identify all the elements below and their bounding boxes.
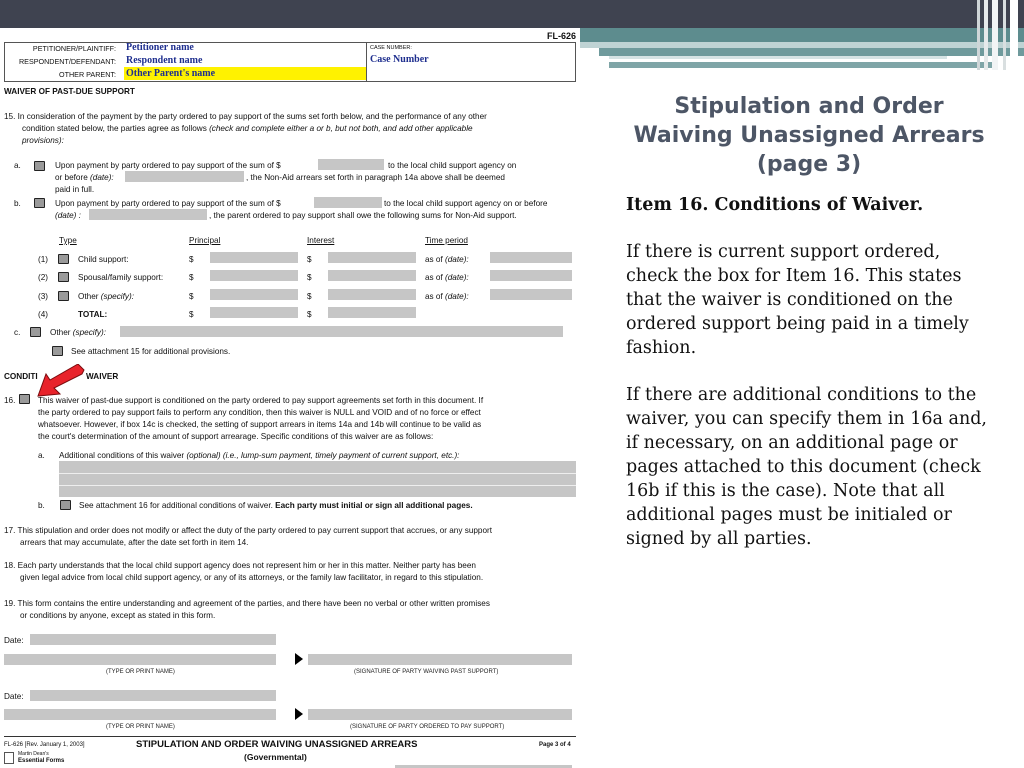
total-label: TOTAL: <box>78 310 108 319</box>
date-field-2[interactable] <box>30 690 276 701</box>
signature-field-1[interactable] <box>308 654 572 665</box>
row1-dollar1: $ <box>189 255 194 264</box>
field-15b-date[interactable] <box>89 209 207 220</box>
type-name-caption-1: (TYPE OR PRINT NAME) <box>106 669 175 675</box>
row3-principal[interactable] <box>210 289 298 300</box>
total-principal[interactable] <box>210 307 298 318</box>
col-interest: Interest <box>307 236 335 245</box>
item15a-line3: paid in full. <box>55 185 95 194</box>
item15-line1: 15. In consideration of the payment by the party ordered to pay support of the sums set forth below, and the performance of any other <box>4 112 487 121</box>
form-number: FL-626 <box>546 31 576 41</box>
other-parent-label: OTHER PARENT: <box>59 70 116 79</box>
slide-body <box>626 193 991 574</box>
item16a-marker: a. <box>38 451 45 460</box>
item15c-other: Other (specify): <box>50 328 106 337</box>
footer-page: Page 3 of 4 <box>539 742 571 748</box>
date-label-2: Date: <box>4 692 24 701</box>
item17-line1: 17. This stipulation and order does not modify or affect the duty of the party ordered to pay current support that accrues, or any support <box>4 526 493 535</box>
slide-title-line3: (page 3) <box>756 152 862 177</box>
row2-interest[interactable] <box>328 270 416 281</box>
item15c-marker: c. <box>14 328 21 337</box>
col-time-period: Time period <box>425 236 468 245</box>
checkbox-15a[interactable] <box>34 161 45 171</box>
item16b-marker: b. <box>38 501 45 510</box>
row3-num: (3) <box>38 292 49 301</box>
field-15c-other[interactable] <box>120 326 563 337</box>
field-15a-sum[interactable] <box>318 159 384 170</box>
row1-date[interactable] <box>490 252 572 263</box>
item15a-line1a: Upon payment by party ordered to pay support of the sum of $ <box>55 161 281 170</box>
form-page-image <box>0 28 580 768</box>
checkbox-16[interactable] <box>19 394 30 404</box>
name-field-1[interactable] <box>4 654 276 665</box>
field-16a-conditions[interactable] <box>59 461 576 497</box>
col-type: Type <box>59 236 77 245</box>
paragraph-1: If there is current support ordered, check the box for Item 16. This states that the waiver is conditioned on the ordered support being paid in a timely fashion. <box>626 242 969 358</box>
item-heading: Item 16. Conditions of Waiver. <box>626 195 924 215</box>
item18-line2: given legal advice from local child support agency, or any of its attorneys, or the family law facilitator, in regard to this stipulation. <box>20 573 484 582</box>
row3-dollar1: $ <box>189 292 194 301</box>
respondent-label: RESPONDENT/DEFENDANT: <box>18 57 116 66</box>
row2-num: (2) <box>38 273 49 282</box>
triangle-right-icon <box>294 707 304 721</box>
item15a-line1b: to the local child support agency on <box>388 161 517 170</box>
row3-asof: as of (date): <box>425 292 469 301</box>
total-num: (4) <box>38 310 49 319</box>
red-arrow-icon <box>34 364 86 400</box>
type-name-caption-2: (TYPE OR PRINT NAME) <box>106 724 175 730</box>
item18-line1: 18. Each party understands that the local child support agency does not represent him or her in this matter. Neither party has been <box>4 561 476 570</box>
item16-line4: the court's determination of the amount of support arrearage. Specific conditions of this waiver are as follows: <box>38 432 434 441</box>
item16b-text: See attachment 16 for additional conditions of waiver. Each party must initial or sign all additional pages. <box>79 501 473 510</box>
signature-caption-2: (SIGNATURE OF PARTY ORDERED TO PAY SUPPORT) <box>350 724 505 730</box>
item16a-text: Additional conditions of this waiver (optional) (i.e., lump-sum payment, timely payment of current support, etc.): <box>59 451 460 460</box>
row2-asof: as of (date): <box>425 273 469 282</box>
row2-label: Spousal/family support: <box>78 273 164 282</box>
case-number-label: CASE NUMBER: <box>370 45 412 51</box>
item16-line2: the party ordered to pay support fails to perform any condition, then this waiver is NULL and VOID and of no force or effect <box>38 408 481 417</box>
row1-dollar2: $ <box>307 255 312 264</box>
row1-principal[interactable] <box>210 252 298 263</box>
item15b-line1b: to the local child support agency on or before <box>384 199 548 208</box>
col-principal: Principal <box>189 236 221 245</box>
row3-label: Other (specify): <box>78 292 134 301</box>
item15b-line1a: Upon payment by party ordered to pay support of the sum of $ <box>55 199 281 208</box>
row2-date[interactable] <box>490 270 572 281</box>
name-field-2[interactable] <box>4 709 276 720</box>
footer-logo-line1: Martin Dean's <box>18 751 49 757</box>
date-field-1[interactable] <box>30 634 276 645</box>
checkbox-15b[interactable] <box>34 198 45 208</box>
row3-date[interactable] <box>490 289 572 300</box>
checkbox-row2[interactable] <box>58 272 69 282</box>
slide-title-line1: Stipulation and Order <box>674 94 944 119</box>
item16-line3: whatsoever. However, if box 14c is checked, the setting of support arrears in items 14a and 14b will continue to be valid as <box>38 420 482 429</box>
case-number-value: Case Number <box>370 54 429 65</box>
petitioner-value: Petitioner name <box>126 42 194 53</box>
row1-num: (1) <box>38 255 49 264</box>
row1-label: Child support: <box>78 255 129 264</box>
field-15b-sum[interactable] <box>314 197 382 208</box>
total-dollar1: $ <box>189 310 194 319</box>
checkbox-16b[interactable] <box>60 500 71 510</box>
conditions-title-b: WAIVER <box>86 372 119 381</box>
item16-num: 16. <box>4 396 16 405</box>
checkbox-row3[interactable] <box>58 291 69 301</box>
respondent-value: Respondent name <box>126 55 203 66</box>
field-16a-rule1 <box>59 473 576 474</box>
row2-dollar2: $ <box>307 273 312 282</box>
item15a-marker: a. <box>14 161 21 170</box>
signature-caption-1: (SIGNATURE OF PARTY WAIVING PAST SUPPORT) <box>354 669 499 675</box>
footer-rev: FL-626 [Rev. January 1, 2003] <box>4 742 85 748</box>
item15c-attach: See attachment 15 for additional provisions. <box>71 347 231 356</box>
item15-line3: provisions): <box>22 136 64 145</box>
row2-principal[interactable] <box>210 270 298 281</box>
item15a-line2a: or before (date): <box>55 173 114 182</box>
item19-line2: or conditions by anyone, except as stated in this form. <box>20 611 216 620</box>
footer-logo-line2: Essential Forms <box>18 758 65 764</box>
field-16a-rule2 <box>59 485 576 486</box>
total-interest[interactable] <box>328 307 416 318</box>
item16-line1: This waiver of past-due support is conditioned on the party ordered to pay support agreements set forth in this document. If <box>38 396 484 405</box>
row3-interest[interactable] <box>328 289 416 300</box>
date-label-1: Date: <box>4 636 24 645</box>
petitioner-label: PETITIONER/PLAINTIFF: <box>32 44 116 53</box>
row1-interest[interactable] <box>328 252 416 263</box>
row1-asof: as of (date): <box>425 255 469 264</box>
footer-rule <box>4 736 576 737</box>
item15b-marker: b. <box>14 199 21 208</box>
checkbox-row1[interactable] <box>58 254 69 264</box>
slide-title-line2: Waiving Unassigned Arrears <box>633 123 985 148</box>
footer-subtitle: (Governmental) <box>244 752 307 762</box>
item19-line1: 19. This form contains the entire understanding and agreement of the parties, and there have been no verbal or other written promises <box>4 599 490 608</box>
section-title: WAIVER OF PAST-DUE SUPPORT <box>4 87 135 96</box>
item15b-line2a: (date) : <box>55 211 81 220</box>
row3-dollar2: $ <box>307 292 312 301</box>
signature-field-2[interactable] <box>308 709 572 720</box>
conditions-title-a: CONDITI <box>4 372 38 381</box>
checkbox-attachment15[interactable] <box>52 346 63 356</box>
triangle-right-icon <box>294 652 304 666</box>
item17-line2: arrears that may accumulate, after the date set forth in item 14. <box>20 538 249 547</box>
row2-dollar1: $ <box>189 273 194 282</box>
decorative-stripes <box>579 0 1024 78</box>
item15-line2: condition stated below, the parties agree as follows (check and complete either a or b, but not both, and add other applicable <box>22 124 473 133</box>
paragraph-2: If there are additional conditions to the waiver, you can specify them in 16a and, if necessary, on an additional page or pages attached to this document (check 16b if this is the case). Note that all additional pages must be initialed or signed by all parties. <box>626 385 987 549</box>
footer-title: STIPULATION AND ORDER WAIVING UNASSIGNED ARREARS <box>136 739 418 750</box>
header-divider <box>366 42 367 82</box>
footer-logo-icon <box>4 752 14 764</box>
item15a-line2c: , the Non-Aid arrears set forth in paragraph 14a above shall be deemed <box>246 173 505 182</box>
other-parent-value: Other Parent's name <box>126 68 216 79</box>
field-15a-date[interactable] <box>125 171 244 182</box>
slide-title <box>626 92 992 179</box>
checkbox-15c[interactable] <box>30 327 41 337</box>
total-dollar2: $ <box>307 310 312 319</box>
item15b-line2b: , the parent ordered to pay support shall owe the following sums for Non-Aid support. <box>209 211 517 220</box>
